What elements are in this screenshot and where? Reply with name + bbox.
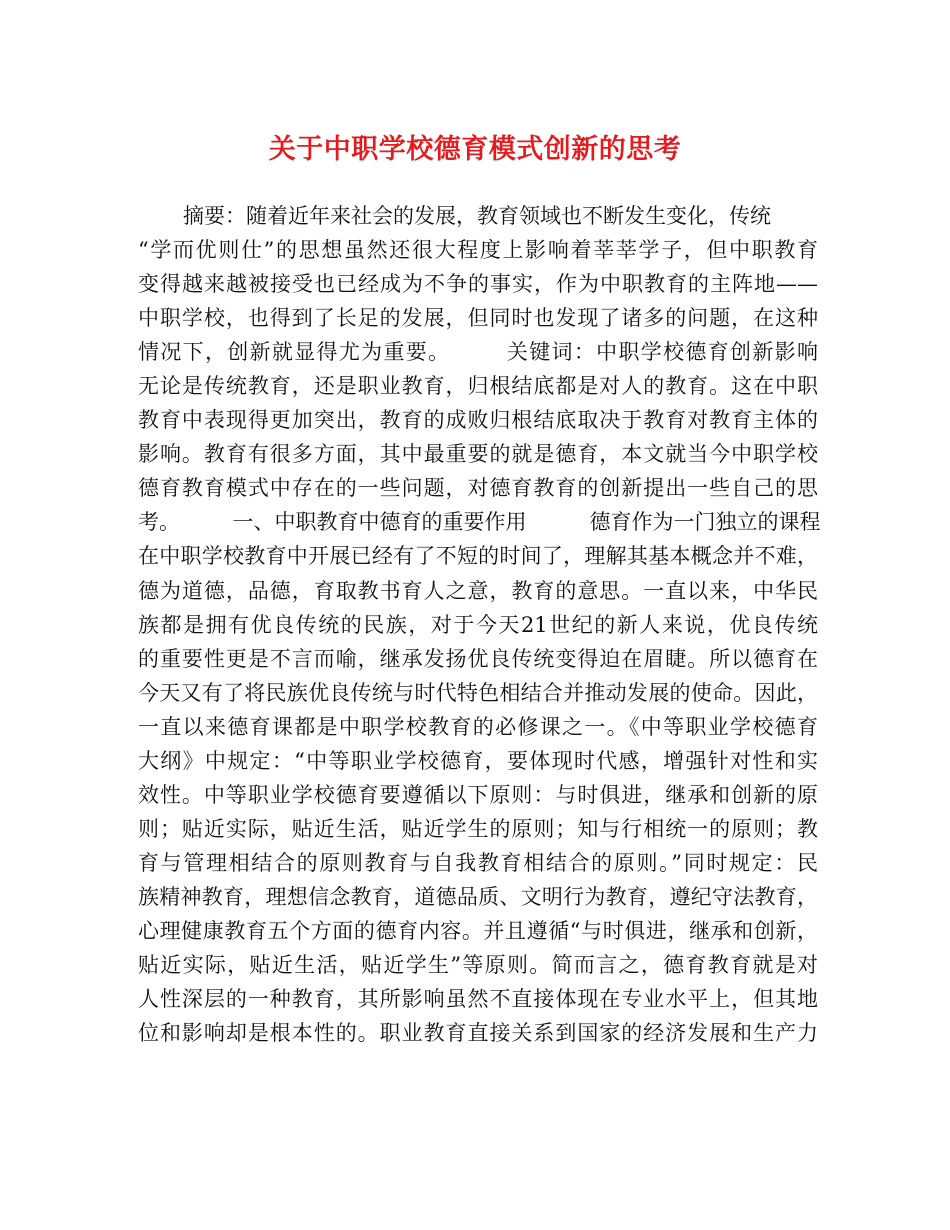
body-text-line: 教育中表现得更加突出，教育的成败归根结底取决于教育对教育主体的 xyxy=(138,408,818,433)
body-text-line: 效性。中等职业学校德育要遵循以下原则：与时俱进，继承和创新的原 xyxy=(138,782,818,807)
document-body xyxy=(138,199,821,1050)
body-text-line: 今天又有了将民族优良传统与时代特色相结合并推动发展的使命。因此， xyxy=(138,680,818,705)
body-text-line: 族都是拥有优良传统的民族，对于今天21世纪的新人来说，优良传统 xyxy=(138,612,818,637)
body-text-line: 育与管理相结合的原则教育与自我教育相结合的原则。”同时规定：民 xyxy=(138,850,818,875)
document-title: 关于中职学校德育模式创新的思考 xyxy=(268,134,682,165)
body-text-line: 人性深层的一种教育，其所影响虽然不直接体现在专业水平上，但其地 xyxy=(138,987,818,1012)
body-text-line: 情况下，创新就显得尤为重要。 关键词：中职学校德育创新影响 xyxy=(138,340,818,365)
body-text-line: 贴近实际，贴近生活，贴近学生”等原则。简而言之，德育教育就是对 xyxy=(138,953,818,978)
body-text-line: “学而优则仕”的思想虽然还很大程度上影响着莘莘学子，但中职教育 xyxy=(138,238,818,263)
body-text-line: 大纲》中规定：“中等职业学校德育，要体现时代感，增强针对性和实 xyxy=(138,748,818,773)
body-text-line: 变得越来越被接受也已经成为不争的事实，作为中职教育的主阵地—— xyxy=(138,272,818,297)
body-text-line: 族精神教育，理想信念教育，道德品质、文明行为教育，遵纪守法教育， xyxy=(138,884,818,909)
body-text-line: 德育教育模式中存在的一些问题，对德育教育的创新提出一些自己的思 xyxy=(138,476,818,501)
body-text-line: 德为道德，品德，育取教书育人之意，教育的意思。一直以来，中华民 xyxy=(138,578,818,603)
body-text-line: 则；贴近实际，贴近生活，贴近学生的原则；知与行相统一的原则；教 xyxy=(138,816,818,841)
body-text-line: 的重要性更是不言而喻，继承发扬优良传统变得迫在眉睫。所以德育在 xyxy=(138,646,818,671)
body-text-line: 在中职学校教育中开展已经有了不短的时间了，理解其基本概念并不难， xyxy=(138,544,818,569)
body-text-line: 影响。教育有很多方面，其中最重要的就是德育，本文就当今中职学校 xyxy=(138,442,818,467)
body-text-line: 中职学校，也得到了长足的发展，但同时也发现了诸多的问题，在这种 xyxy=(138,306,818,331)
body-text-line: 无论是传统教育，还是职业教育，归根结底都是对人的教育。这在中职 xyxy=(138,374,818,399)
body-text-line: 一直以来德育课都是中职学校教育的必修课之一。《中等职业学校德育 xyxy=(138,714,818,739)
body-text-line: 考。 一、中职教育中德育的重要作用 德育作为一门独立的课程 xyxy=(138,510,821,535)
body-text-line: 位和影响却是根本性的。职业教育直接关系到国家的经济发展和生产力 xyxy=(138,1021,818,1046)
body-text-line: 摘要：随着近年来社会的发展，教育领域也不断发生变化，传统 xyxy=(183,204,771,228)
body-text-line: 心理健康教育五个方面的德育内容。并且遵循“与时俱进，继承和创新， xyxy=(138,918,818,943)
